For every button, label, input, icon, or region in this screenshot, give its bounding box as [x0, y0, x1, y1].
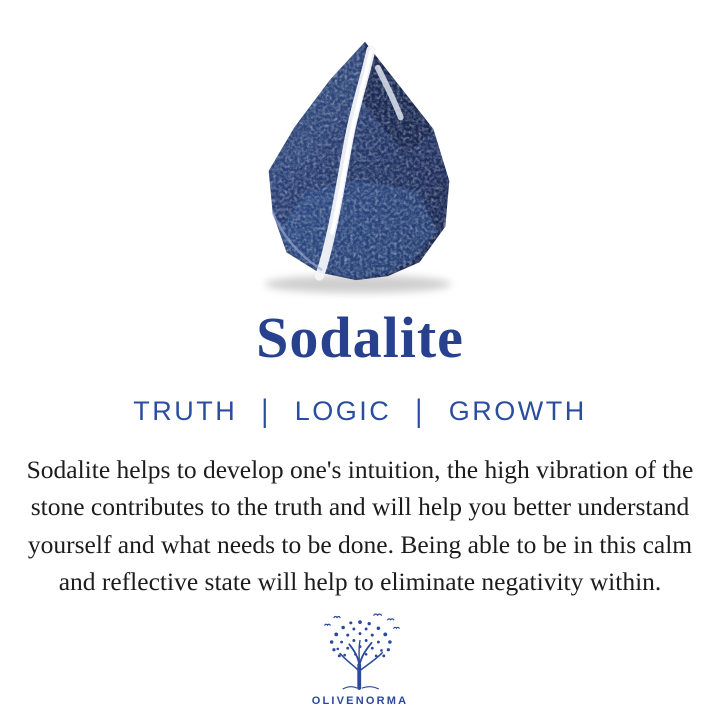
sodalite-stone-image [238, 32, 482, 300]
brand-block [312, 611, 409, 707]
page-title: Sodalite [256, 305, 464, 370]
tagline [133, 393, 587, 428]
stone-body [269, 42, 450, 280]
stone-image-container [238, 32, 482, 300]
tagline-separator: | [415, 393, 425, 428]
tagline-word-growth: GROWTH [448, 395, 587, 426]
tagline-word-truth: TRUTH [133, 395, 238, 426]
brand-wordmark: OLIVENORMA [311, 694, 409, 707]
tree-of-life-with-birds-icon [314, 611, 406, 693]
birds-icon [325, 614, 400, 628]
description-text: Sodalite helps to develop one's intuition, the high vibration of the stone contributes to the truth and will help you better understand yourself and what needs to be done. Being able to be in this calm and reflective state will help to eliminate negativity within. [26, 454, 694, 597]
tagline-word-logic: LOGIC [294, 395, 392, 426]
tagline-separator: | [261, 393, 271, 428]
